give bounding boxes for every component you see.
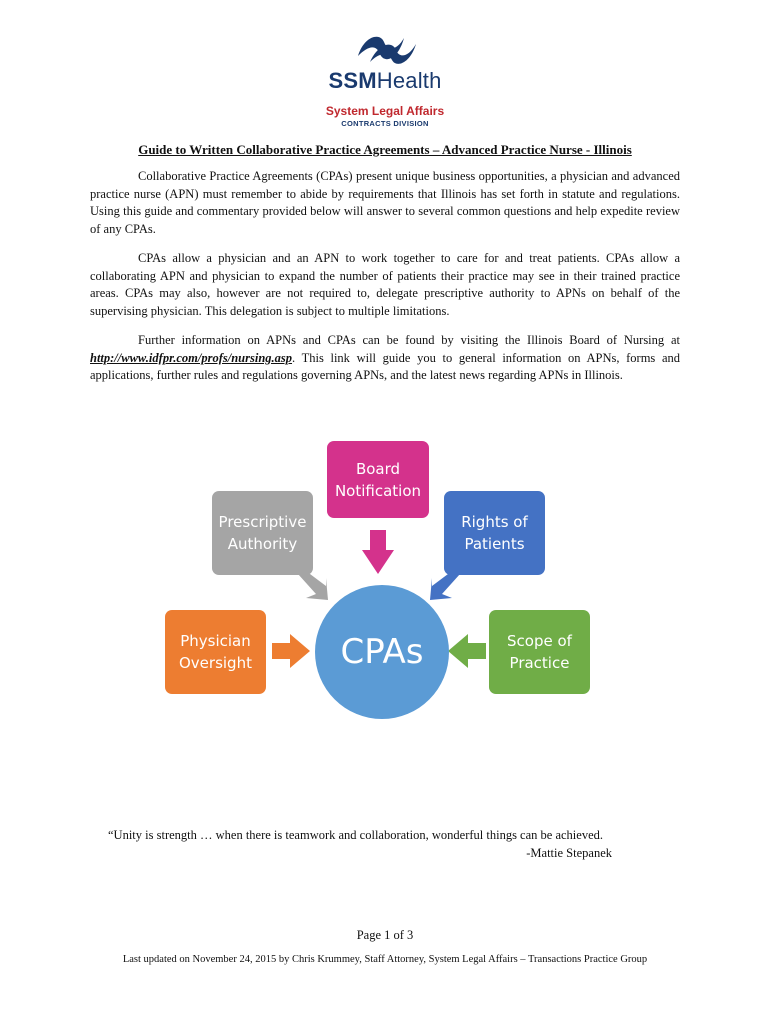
quote-author: -Mattie Stepanek [526,846,612,860]
document-title: Guide to Written Collaborative Practice Agreements – Advanced Practice Nurse - Illinois [138,142,632,157]
arrow-scope [448,634,486,668]
cpa-diagram [160,438,572,758]
box-board-notification: Board Notification [327,441,429,518]
paragraph-further-info: Further information on APNs and CPAs can be found by visiting the Illinois Board of Nursing at http://www.idfpr.com/profs/nursing.asp. This link will guide you to general information on APNs, forms and applications, further rules and regulations governing APNs, and the latest news regarding APNs in Illinois. [90,333,680,382]
box-prescriptive-authority: Prescriptive Authority [212,491,313,575]
page-number: Page 1 of 3 [356,928,414,942]
quote-text: “Unity is strength … when there is teamwork and collaboration, wonderful things can be achieved. [108,828,603,842]
box-rights-of-patients: Rights of Patients [444,491,545,575]
ssm-health-logo-mark-icon [354,30,418,66]
arrow-physician [272,634,310,668]
paragraph-cpa-description: CPAs allow a physician and an APN to work together to care for and treat patients. CPAs allow a collaborating APN and physician to expand the number of patients their practice may see in their trained practice areas. CPAs may also, however are not required to, delegate prescriptive authority to APNs on behalf of the supervising physician. This delegation is subject to multiple limitations. [90,251,680,318]
board-of-nursing-link[interactable]: http://www.idfpr.com/profs/nursing.asp [90,350,293,365]
box-physician-oversight: Physician Oversight [165,610,266,694]
logo-division: CONTRACTS DIVISION [341,119,429,128]
arrow-board [362,530,394,574]
arrow-prescriptive [298,574,328,600]
paragraph-intro: Collaborative Practice Agreements (CPAs) present unique business opportunities, a physician and advanced practice nurse (APN) must remember to abide by requirements that Illinois has set forth in statute and regulations. Using this guide and commentary provided below will answer to several common questions and help expedite review of any CPAs. [90,169,680,236]
cpas-center-circle: CPAs [315,585,449,719]
arrow-rights [430,574,460,600]
logo-department: System Legal Affairs [325,104,445,118]
ssm-health-logo [0,22,770,132]
logo-wordmark: SSMHealth [328,68,442,93]
footer-updated: Last updated on November 24, 2015 by Chris Krummey, Staff Attorney, System Legal Affairs – Transactions Practice Group [122,954,648,965]
box-scope-of-practice: Scope of Practice [489,610,590,694]
